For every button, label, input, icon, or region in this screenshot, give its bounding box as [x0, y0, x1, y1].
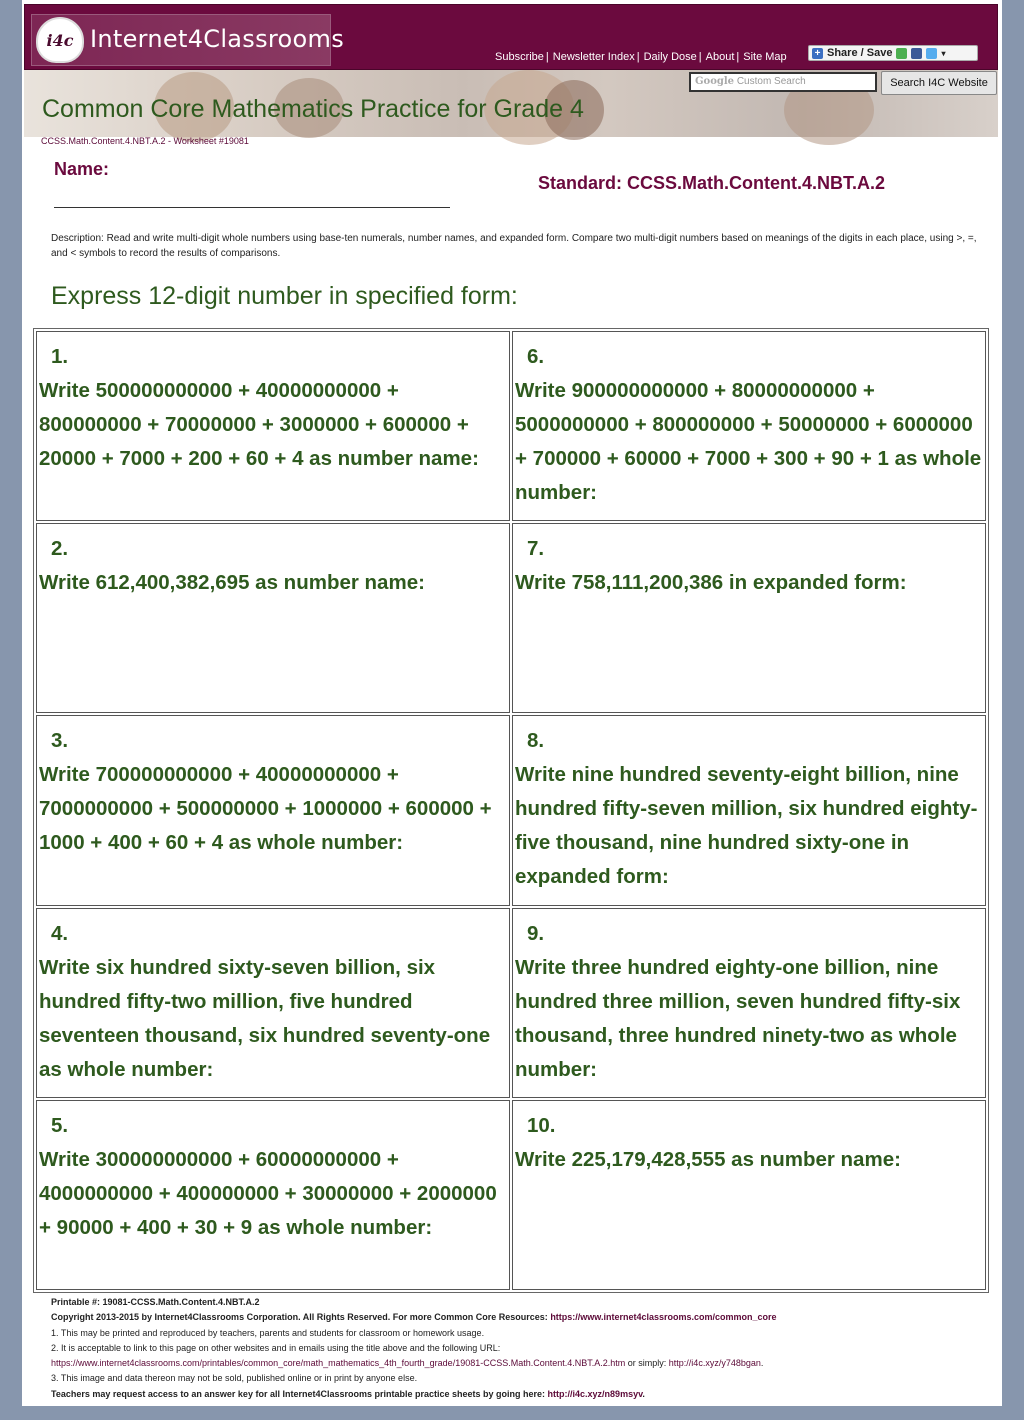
question-cell	[512, 715, 986, 905]
question-number: 4.	[51, 921, 69, 945]
share-label: Share / Save	[827, 47, 893, 59]
question-text: Write 700000000000 + 40000000000 + 7000000000 + 500000000 + 1000000 + 600000 + 1000 + 400 + 60 + 4 as whole number:	[39, 763, 492, 855]
copyright: Copyright 2013-2015 by Internet4Classrooms Corporation. All Rights Reserved. For more Common Core Resources: https://www.internet4classrooms.com/common_core	[51, 1312, 777, 1323]
printable-number: Printable #: 19081-CCSS.Math.Content.4.NBT.A.2	[51, 1297, 260, 1307]
nav-subscribe[interactable]: Subscribe	[495, 51, 544, 63]
footer-note-1: 1. This may be printed and reproduced by teachers, parents and students for classroom or homework usage.	[51, 1327, 485, 1338]
question-number: 10.	[527, 1113, 556, 1137]
top-bar	[24, 4, 998, 70]
footer-url-line: https://www.internet4classrooms.com/printables/common_core/math_mathematics_4th_fourth_grade/19081-CCSS.Math.Content.4.NBT.A.2.htm or simply: http://i4c.xyz/y748bgan.	[51, 1358, 764, 1369]
question-cell	[512, 523, 986, 713]
footer	[51, 1295, 991, 1402]
description: Description: Read and write multi-digit whole numbers using base-ten numerals, number names, and expanded form. Compare two multi-digit numbers based on meanings of the digits in each place, using >, =, and < symbols to record the results of comparisons.	[51, 233, 977, 259]
common-core-link[interactable]: https://www.internet4classrooms.com/common_core	[550, 1312, 777, 1323]
question-cell	[512, 1100, 986, 1290]
question-number: 5.	[51, 1113, 69, 1137]
question-cell	[36, 908, 510, 1098]
footer-note-2: 2. It is acceptable to link to this page on other websites and in emails using the title above and the following URL:	[51, 1342, 501, 1353]
nav-newsletter-index[interactable]: Newsletter Index	[552, 51, 635, 63]
question-cell	[36, 523, 510, 713]
question-text: Write 300000000000 + 60000000000 + 4000000000 + 400000000 + 30000000 + 2000000 + 90000 + 400 + 30 + 9 as whole number:	[39, 1147, 497, 1239]
footer-note-3: 3. This image and data thereon may not be sold, published online or in print by anyone else.	[51, 1373, 418, 1384]
question-text: Write 900000000000 + 80000000000 + 5000000000 + 800000000 + 50000000 + 6000000 + 700000 + 60000 + 7000 + 300 + 90 + 1 as whole number:	[515, 379, 982, 504]
facebook-icon	[911, 48, 922, 59]
logo-text: Internet4Classrooms	[90, 25, 344, 53]
question-text: Write nine hundred seventy-eight billion, nine hundred fifty-seven million, six hundred eighty-five thousand, nine hundred sixty-one in expanded form:	[515, 763, 978, 889]
share-plus-icon: +	[812, 48, 823, 59]
search-placeholder: Custom Search	[736, 76, 806, 87]
name-label: Name:	[54, 159, 110, 179]
question-cell	[512, 331, 986, 521]
question-number: 9.	[527, 921, 545, 945]
answer-key-link[interactable]: http://i4c.xyz/n89msyv	[547, 1388, 643, 1399]
question-cell	[36, 715, 510, 905]
question-text: Write 758,111,200,386 in expanded form:	[515, 571, 907, 595]
nav-site-map[interactable]: Site Map	[743, 51, 787, 63]
question-number: 7.	[527, 537, 545, 561]
question-number: 6.	[527, 345, 545, 368]
question-text: Write three hundred eighty-one billion, nine hundred three million, seven hundred fifty-six thousand, three hundred ninety-two as whole number:	[515, 955, 961, 1081]
page-title: Common Core Mathematics Practice for Grade 4	[42, 95, 584, 123]
question-text: Write 612,400,382,695 as number name:	[39, 571, 425, 595]
question-text: Write 500000000000 + 40000000000 + 800000000 + 70000000 + 3000000 + 600000 + 20000 + 7000 + 200 + 60 + 4 as number name:	[39, 379, 479, 470]
search-button[interactable]: Search I4C Website	[881, 71, 997, 95]
twitter-icon	[926, 48, 937, 59]
question-grid	[33, 328, 989, 1293]
nav-about[interactable]: About	[705, 51, 735, 63]
question-cell	[36, 1100, 510, 1290]
question-number: 2.	[51, 537, 69, 561]
google-logo: Google	[695, 76, 735, 87]
search-input[interactable]	[689, 72, 877, 92]
short-url-link[interactable]: http://i4c.xyz/y748bgan	[668, 1358, 761, 1369]
site-logo[interactable]	[31, 14, 344, 66]
question-cell	[512, 908, 986, 1098]
logo-badge-icon: i4c	[36, 17, 84, 63]
question-text: Write 225,179,428,555 as number name:	[515, 1147, 901, 1171]
nav-daily-dose[interactable]: Daily Dose	[643, 51, 697, 63]
worksheet-url-link[interactable]: https://www.internet4classrooms.com/printables/common_core/math_mathematics_4th_fourth_grade/19081-CCSS.Math.Content.4.NBT.A.2.htm	[51, 1358, 626, 1369]
share-email-icon	[896, 48, 907, 59]
question-cell	[36, 331, 510, 521]
instruction-heading: Express 12-digit number in specified form:	[51, 282, 518, 310]
standard-label: Standard: CCSS.Math.Content.4.NBT.A.2	[538, 173, 886, 193]
question-number: 1.	[51, 345, 69, 368]
share-save-button[interactable]	[808, 45, 978, 61]
breadcrumb: CCSS.Math.Content.4.NBT.A.2 - Worksheet #19081	[41, 136, 249, 146]
question-text: Write six hundred sixty-seven billion, six hundred fifty-two million, five hundred seventeen thousand, six hundred seventy-one as whole number:	[39, 955, 491, 1081]
name-line	[54, 207, 450, 208]
question-number: 3.	[51, 729, 69, 753]
top-nav: Subscribe | Newsletter Index | Daily Dose | About | Site Map	[495, 51, 787, 63]
question-number: 8.	[527, 729, 545, 753]
chevron-down-icon: ▾	[941, 48, 946, 58]
page	[22, 0, 1002, 1406]
answer-key-note: Teachers may request access to an answer key for all Internet4Classrooms printable practice sheets by going here: http://i4c.xyz/n89msyv.	[51, 1388, 645, 1399]
